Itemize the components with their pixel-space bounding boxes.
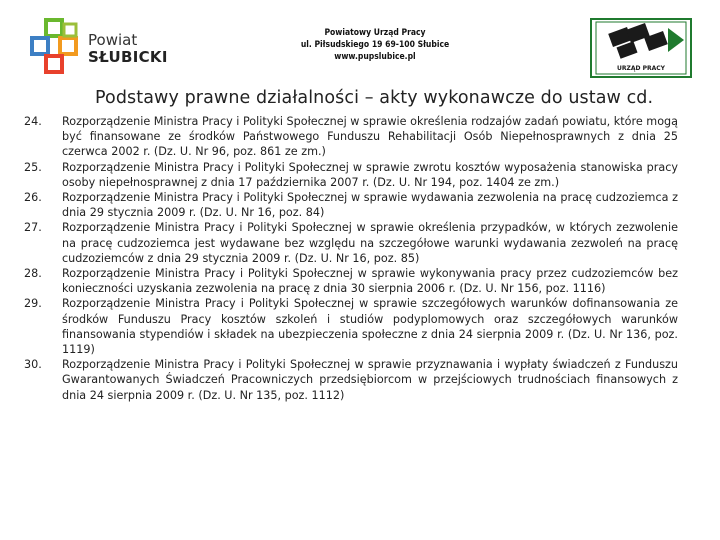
item-number: 30. — [24, 358, 42, 372]
powiat-slubicki-logo — [30, 18, 175, 76]
item-text: Rozporządzenie Ministra Pracy i Polityki Społecznej w sprawie szczegółowych warunków dofinansowania ze środków Funduszu Pracy kosztów szkoleń i studiów podyplomowych oraz szczegółowych warunków finansowania stypendiów i składek na ubezpieczenia społeczne z dnia 24 sierpnia 2009 r. (Dz. U. Nr 136, poz. 1119) — [62, 297, 678, 357]
office-address — [250, 27, 500, 63]
list-item — [24, 114, 678, 160]
list-item — [24, 266, 678, 296]
list-item — [24, 357, 678, 403]
list-item — [24, 220, 678, 266]
colored-squares-icon — [30, 18, 82, 76]
office-website: www.pupslubice.pl — [334, 52, 416, 62]
page-header — [0, 0, 720, 90]
item-number: 24. — [24, 115, 42, 128]
item-text: Rozporządzenie Ministra Pracy i Polityki Społecznej w sprawie wykonywania pracy przez cudzoziemców bez konieczności uzyskania zezwolenia na pracę z dnia 30 sierpnia 2006 r. (Dz. U. Nr 156, poz. 1116) — [62, 267, 678, 296]
item-number: 28. — [24, 267, 42, 281]
legal-acts-list — [24, 114, 678, 403]
urzad-pracy-label: URZĄD PRACY — [617, 65, 665, 72]
office-street: ul. Piłsudskiego 19 69-100 Słubice — [300, 40, 450, 50]
item-text: Rozporządzenie Ministra Pracy i Polityki Społecznej w sprawie zwrotu kosztów wyposażenia stanowiska pracy osoby niepełnosprawnej z dnia 17 października 2007 r. (Dz. U. Nr 194, poz. 1404 ze zm.) — [62, 160, 678, 189]
item-text: Rozporządzenie Ministra Pracy i Polityki Społecznej w sprawie wydawania zezwolenia na pracę cudzoziemca z dnia 29 stycznia 2009 r. (Dz. U. Nr 16, poz. 84) — [62, 191, 678, 220]
item-text: Rozporządzenie Ministra Pracy i Polityki Społecznej w sprawie określenia przypadków, w których zezwolenie na pracę cudzoziemca jest wydawane bez względu na szczegółowe warunki wydawania zezwoleń na pracę cudzoziemców z dnia 29 stycznia 2009 r. (Dz. U. Nr 16, poz. 85) — [62, 221, 678, 265]
office-name: Powiatowy Urząd Pracy — [324, 28, 426, 38]
item-text: Rozporządzenie Ministra Pracy i Polityki Społecznej w sprawie przyznawania i wypłaty świadczeń z Funduszu Gwarantowanych Świadczeń Pracowniczych przedsiębiorcom w przejściowych trudnościach finansowych z dnia 24 sierpnia 2009 r. (Dz. U. Nr 135, poz. 1112) — [62, 358, 678, 402]
page-title: Podstawy prawne działalności – akty wykonawcze do ustaw cd. — [95, 88, 654, 108]
item-text: Rozporządzenie Ministra Pracy i Polityki Społecznej w sprawie określenia rodzajów zadań powiatu, które mogą być finansowane ze środków Państwowego Funduszu Rehabilitacji Osób Niepełnosprawnych z dnia 25 czerwca 2002 r. (Dz. U. Nr 96, poz. 861 ze zm.) — [62, 115, 678, 159]
logo-text — [88, 32, 168, 66]
list-item — [24, 160, 678, 190]
logo-line2: SŁUBICKI — [88, 48, 168, 66]
list-item — [24, 296, 678, 357]
logo-line1: Powiat — [88, 31, 138, 49]
item-number: 26. — [24, 191, 42, 205]
list-item — [24, 190, 678, 220]
item-number: 27. — [24, 221, 42, 235]
item-number: 25. — [24, 160, 42, 174]
item-number: 29. — [24, 297, 42, 311]
urzad-pracy-logo-icon — [590, 18, 692, 78]
